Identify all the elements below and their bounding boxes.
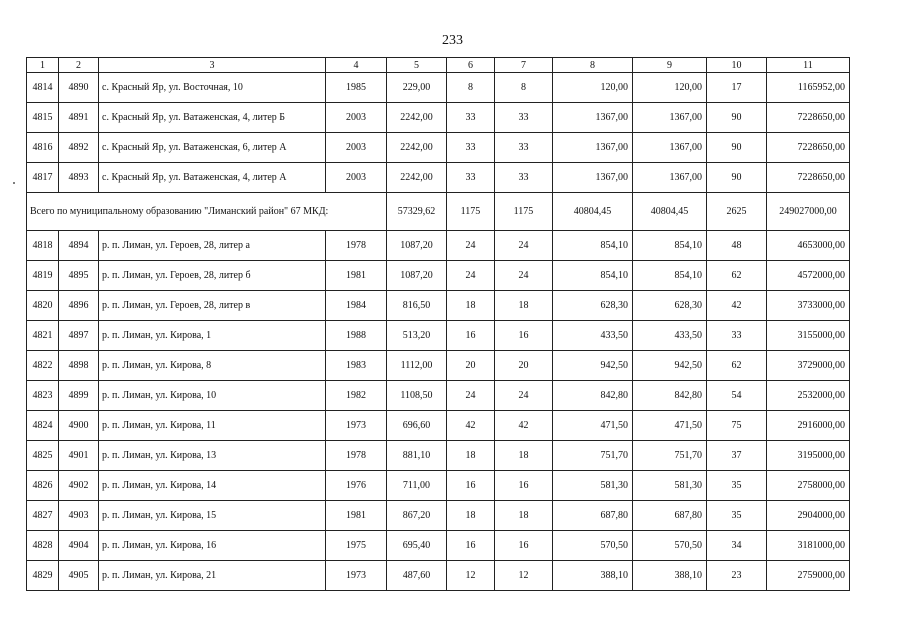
- cell-total-area: 1087,20: [387, 231, 447, 261]
- cell-area-9: 1367,00: [633, 133, 707, 163]
- cell-address: р. п. Лиман, ул. Кирова, 14: [99, 471, 326, 501]
- cell-year-built: 1981: [326, 501, 387, 531]
- cell-col-7-count: 12: [495, 561, 553, 591]
- cell-cost: 3733000,00: [767, 291, 850, 321]
- cell-total-area: 711,00: [387, 471, 447, 501]
- cell-area-8: 854,10: [553, 261, 633, 291]
- cell-col-7-count: 33: [495, 103, 553, 133]
- cell-row-number: 4827: [27, 501, 59, 531]
- cell-record-id: 4899: [59, 381, 99, 411]
- column-header-7: 7: [495, 58, 553, 73]
- cell-col-7-count: 24: [495, 381, 553, 411]
- cell-col-6-count: 42: [447, 411, 495, 441]
- column-header-2: 2: [59, 58, 99, 73]
- cell-area-8: 1367,00: [553, 133, 633, 163]
- cell-cost: 7228650,00: [767, 103, 850, 133]
- cell-area-8: 687,80: [553, 501, 633, 531]
- total-col-10-count: 2625: [707, 193, 767, 231]
- cell-col-10-count: 62: [707, 351, 767, 381]
- cell-col-7-count: 24: [495, 231, 553, 261]
- cell-year-built: 2003: [326, 103, 387, 133]
- cell-row-number: 4826: [27, 471, 59, 501]
- cell-area-9: 120,00: [633, 73, 707, 103]
- cell-row-number: 4820: [27, 291, 59, 321]
- column-header-8: 8: [553, 58, 633, 73]
- cell-record-id: 4895: [59, 261, 99, 291]
- cell-col-6-count: 33: [447, 163, 495, 193]
- table-row: [27, 133, 850, 163]
- column-header-9: 9: [633, 58, 707, 73]
- cell-cost: 3195000,00: [767, 441, 850, 471]
- cell-col-10-count: 90: [707, 133, 767, 163]
- cell-col-10-count: 34: [707, 531, 767, 561]
- table-row: [27, 261, 850, 291]
- cell-col-10-count: 90: [707, 103, 767, 133]
- cell-year-built: 1973: [326, 411, 387, 441]
- cell-area-8: 842,80: [553, 381, 633, 411]
- cell-year-built: 1978: [326, 231, 387, 261]
- total-label: Всего по муниципальному образованию "Лиманский район" 67 МКД:: [27, 193, 387, 231]
- cell-address: с. Красный Яр, ул. Ватаженская, 6, литер А: [99, 133, 326, 163]
- cell-cost: 7228650,00: [767, 133, 850, 163]
- cell-cost: 2532000,00: [767, 381, 850, 411]
- cell-area-9: 471,50: [633, 411, 707, 441]
- cell-cost: 3155000,00: [767, 321, 850, 351]
- cell-area-9: 942,50: [633, 351, 707, 381]
- table-row: [27, 73, 850, 103]
- cell-area-8: 942,50: [553, 351, 633, 381]
- column-header-3: 3: [99, 58, 326, 73]
- cell-area-9: 854,10: [633, 261, 707, 291]
- table-row: [27, 531, 850, 561]
- cell-total-area: 513,20: [387, 321, 447, 351]
- cell-col-6-count: 18: [447, 441, 495, 471]
- cell-record-id: 4897: [59, 321, 99, 351]
- cell-address: р. п. Лиман, ул. Кирова, 1: [99, 321, 326, 351]
- cell-area-8: 570,50: [553, 531, 633, 561]
- cell-row-number: 4823: [27, 381, 59, 411]
- cell-record-id: 4894: [59, 231, 99, 261]
- cell-col-10-count: 42: [707, 291, 767, 321]
- cell-cost: 7228650,00: [767, 163, 850, 193]
- table-row: [27, 441, 850, 471]
- cell-total-area: 2242,00: [387, 133, 447, 163]
- cell-row-number: 4818: [27, 231, 59, 261]
- table-row: [27, 321, 850, 351]
- cell-col-10-count: 54: [707, 381, 767, 411]
- column-header-4: 4: [326, 58, 387, 73]
- cell-year-built: 2003: [326, 163, 387, 193]
- cell-total-area: 1112,00: [387, 351, 447, 381]
- cell-address: р. п. Лиман, ул. Кирова, 13: [99, 441, 326, 471]
- cell-area-9: 433,50: [633, 321, 707, 351]
- cell-col-7-count: 20: [495, 351, 553, 381]
- cell-area-9: 687,80: [633, 501, 707, 531]
- cell-area-9: 854,10: [633, 231, 707, 261]
- cell-col-10-count: 62: [707, 261, 767, 291]
- cell-cost: 4572000,00: [767, 261, 850, 291]
- cell-year-built: 1973: [326, 561, 387, 591]
- cell-year-built: 1975: [326, 531, 387, 561]
- cell-col-7-count: 24: [495, 261, 553, 291]
- cell-year-built: 1984: [326, 291, 387, 321]
- cell-row-number: 4821: [27, 321, 59, 351]
- column-header-10: 10: [707, 58, 767, 73]
- cell-col-7-count: 18: [495, 441, 553, 471]
- cell-year-built: 1988: [326, 321, 387, 351]
- cell-area-9: 628,30: [633, 291, 707, 321]
- cell-year-built: 2003: [326, 133, 387, 163]
- total-row: [27, 193, 850, 231]
- cell-total-area: 2242,00: [387, 163, 447, 193]
- total-area-9: 40804,45: [633, 193, 707, 231]
- cell-total-area: 2242,00: [387, 103, 447, 133]
- cell-col-10-count: 33: [707, 321, 767, 351]
- cell-area-8: 471,50: [553, 411, 633, 441]
- cell-col-6-count: 8: [447, 73, 495, 103]
- cell-total-area: 229,00: [387, 73, 447, 103]
- cell-row-number: 4814: [27, 73, 59, 103]
- cell-total-area: 696,60: [387, 411, 447, 441]
- cell-area-8: 854,10: [553, 231, 633, 261]
- cell-address: с. Красный Яр, ул. Восточная, 10: [99, 73, 326, 103]
- table-row: [27, 231, 850, 261]
- cell-record-id: 4905: [59, 561, 99, 591]
- table-row: [27, 381, 850, 411]
- cell-col-6-count: 18: [447, 501, 495, 531]
- cell-record-id: 4890: [59, 73, 99, 103]
- cell-address: р. п. Лиман, ул. Кирова, 21: [99, 561, 326, 591]
- total-total-area: 57329,62: [387, 193, 447, 231]
- cell-area-8: 628,30: [553, 291, 633, 321]
- cell-area-9: 388,10: [633, 561, 707, 591]
- cell-area-8: 388,10: [553, 561, 633, 591]
- cell-col-10-count: 90: [707, 163, 767, 193]
- cell-total-area: 881,10: [387, 441, 447, 471]
- cell-address: с. Красный Яр, ул. Ватаженская, 4, литер Б: [99, 103, 326, 133]
- cell-col-10-count: 75: [707, 411, 767, 441]
- cell-col-7-count: 42: [495, 411, 553, 441]
- cell-col-6-count: 24: [447, 261, 495, 291]
- cell-total-area: 1108,50: [387, 381, 447, 411]
- cell-record-id: 4904: [59, 531, 99, 561]
- cell-year-built: 1978: [326, 441, 387, 471]
- cell-col-6-count: 16: [447, 531, 495, 561]
- scan-artifact-dot: [13, 182, 15, 184]
- table-row: [27, 501, 850, 531]
- cell-record-id: 4896: [59, 291, 99, 321]
- cell-col-10-count: 35: [707, 471, 767, 501]
- cell-cost: 2759000,00: [767, 561, 850, 591]
- cell-cost: 2916000,00: [767, 411, 850, 441]
- cell-area-8: 751,70: [553, 441, 633, 471]
- table-row: [27, 411, 850, 441]
- cell-cost: 3729000,00: [767, 351, 850, 381]
- cell-record-id: 4898: [59, 351, 99, 381]
- table-row: [27, 103, 850, 133]
- cell-col-6-count: 18: [447, 291, 495, 321]
- cell-col-6-count: 33: [447, 103, 495, 133]
- cell-cost: 4653000,00: [767, 231, 850, 261]
- table-row: [27, 291, 850, 321]
- column-header-6: 6: [447, 58, 495, 73]
- cell-col-7-count: 33: [495, 133, 553, 163]
- cell-address: р. п. Лиман, ул. Героев, 28, литер а: [99, 231, 326, 261]
- cell-year-built: 1981: [326, 261, 387, 291]
- registry-body: [27, 58, 850, 591]
- cell-col-10-count: 23: [707, 561, 767, 591]
- cell-total-area: 1087,20: [387, 261, 447, 291]
- cell-address: р. п. Лиман, ул. Кирова, 10: [99, 381, 326, 411]
- cell-area-8: 1367,00: [553, 163, 633, 193]
- column-header-1: 1: [27, 58, 59, 73]
- cell-col-7-count: 33: [495, 163, 553, 193]
- cell-row-number: 4825: [27, 441, 59, 471]
- cell-total-area: 816,50: [387, 291, 447, 321]
- cell-col-7-count: 18: [495, 291, 553, 321]
- cell-row-number: 4819: [27, 261, 59, 291]
- table-row: [27, 163, 850, 193]
- total-area-8: 40804,45: [553, 193, 633, 231]
- cell-area-8: 433,50: [553, 321, 633, 351]
- cell-col-6-count: 20: [447, 351, 495, 381]
- total-col-7-count: 1175: [495, 193, 553, 231]
- cell-col-6-count: 16: [447, 471, 495, 501]
- cell-record-id: 4903: [59, 501, 99, 531]
- cell-col-6-count: 24: [447, 231, 495, 261]
- cell-row-number: 4817: [27, 163, 59, 193]
- cell-row-number: 4822: [27, 351, 59, 381]
- cell-col-7-count: 18: [495, 501, 553, 531]
- cell-col-10-count: 35: [707, 501, 767, 531]
- cell-address: р. п. Лиман, ул. Героев, 28, литер б: [99, 261, 326, 291]
- header-row: [27, 58, 850, 73]
- cell-col-10-count: 17: [707, 73, 767, 103]
- cell-address: с. Красный Яр, ул. Ватаженская, 4, литер А: [99, 163, 326, 193]
- cell-area-9: 1367,00: [633, 103, 707, 133]
- cell-row-number: 4824: [27, 411, 59, 441]
- cell-record-id: 4892: [59, 133, 99, 163]
- cell-address: р. п. Лиман, ул. Кирова, 15: [99, 501, 326, 531]
- cell-col-6-count: 33: [447, 133, 495, 163]
- cell-address: р. п. Лиман, ул. Кирова, 8: [99, 351, 326, 381]
- cell-area-9: 1367,00: [633, 163, 707, 193]
- table-row: [27, 471, 850, 501]
- cell-row-number: 4829: [27, 561, 59, 591]
- cell-area-9: 581,30: [633, 471, 707, 501]
- column-header-11: 11: [767, 58, 850, 73]
- total-col-6-count: 1175: [447, 193, 495, 231]
- cell-year-built: 1982: [326, 381, 387, 411]
- cell-cost: 1165952,00: [767, 73, 850, 103]
- registry-table: [26, 57, 850, 591]
- page-number: 233: [442, 33, 463, 48]
- cell-area-8: 1367,00: [553, 103, 633, 133]
- cell-total-area: 867,20: [387, 501, 447, 531]
- cell-record-id: 4902: [59, 471, 99, 501]
- cell-area-9: 751,70: [633, 441, 707, 471]
- cell-area-8: 581,30: [553, 471, 633, 501]
- cell-area-8: 120,00: [553, 73, 633, 103]
- cell-area-9: 842,80: [633, 381, 707, 411]
- column-header-5: 5: [387, 58, 447, 73]
- cell-row-number: 4816: [27, 133, 59, 163]
- cell-address: р. п. Лиман, ул. Кирова, 16: [99, 531, 326, 561]
- cell-col-6-count: 24: [447, 381, 495, 411]
- cell-row-number: 4828: [27, 531, 59, 561]
- cell-cost: 2904000,00: [767, 501, 850, 531]
- cell-address: р. п. Лиман, ул. Кирова, 11: [99, 411, 326, 441]
- cell-cost: 2758000,00: [767, 471, 850, 501]
- cell-col-7-count: 16: [495, 321, 553, 351]
- cell-record-id: 4900: [59, 411, 99, 441]
- cell-col-10-count: 48: [707, 231, 767, 261]
- cell-area-9: 570,50: [633, 531, 707, 561]
- cell-total-area: 487,60: [387, 561, 447, 591]
- cell-year-built: 1983: [326, 351, 387, 381]
- cell-row-number: 4815: [27, 103, 59, 133]
- cell-year-built: 1985: [326, 73, 387, 103]
- cell-col-7-count: 16: [495, 531, 553, 561]
- cell-address: р. п. Лиман, ул. Героев, 28, литер в: [99, 291, 326, 321]
- cell-total-area: 695,40: [387, 531, 447, 561]
- cell-col-7-count: 8: [495, 73, 553, 103]
- total-cost: 249027000,00: [767, 193, 850, 231]
- table-row: [27, 351, 850, 381]
- cell-year-built: 1976: [326, 471, 387, 501]
- cell-record-id: 4893: [59, 163, 99, 193]
- cell-col-6-count: 16: [447, 321, 495, 351]
- cell-record-id: 4901: [59, 441, 99, 471]
- cell-col-10-count: 37: [707, 441, 767, 471]
- table-row: [27, 561, 850, 591]
- cell-col-6-count: 12: [447, 561, 495, 591]
- cell-col-7-count: 16: [495, 471, 553, 501]
- cell-cost: 3181000,00: [767, 531, 850, 561]
- cell-record-id: 4891: [59, 103, 99, 133]
